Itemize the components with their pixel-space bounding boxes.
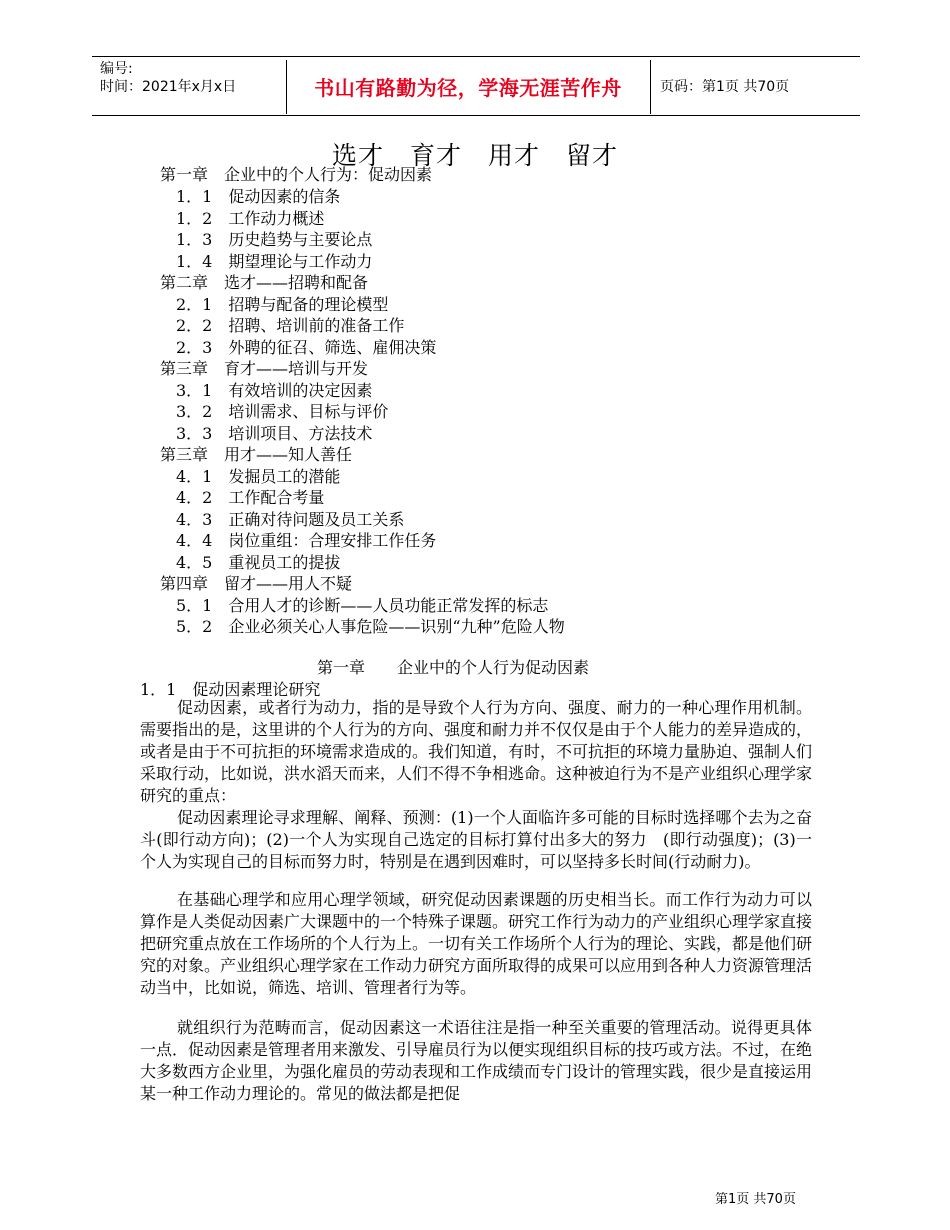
toc-section: 3．1 有效培训的决定因素 <box>176 381 373 400</box>
toc-section: 1．3 历史趋势与主要论点 <box>176 230 373 249</box>
toc-chapter: 第四章 留才——用人不疑 <box>160 574 353 593</box>
header-motto: 书山有路勤为径，学海无涯苦作舟 <box>314 76 622 100</box>
header-top-rule <box>92 56 860 57</box>
toc-chapter: 第二章 选才——招聘和配备 <box>160 273 369 292</box>
toc-section: 4．4 岗位重组：合理安排工作任务 <box>176 531 437 550</box>
toc-section: 4．2 工作配合考量 <box>176 488 325 507</box>
toc-section: 5．2 企业必须关心人事危险——识别“九种”危险人物 <box>176 617 565 636</box>
toc-chapter: 第三章 育才——培训与开发 <box>160 359 369 378</box>
body-paragraph: 促动因素，或者行为动力，指的是导致个人行为方向、强度、耐力的一种心理作用机制。需要指出的是，这里讲的个人行为的方向、强度和耐力并不仅仅是由于个人能力的差异造成的，或者是由于不可抗拒的环境需求造成的。我们知道，有时，不可抗拒的环境力量胁迫、强制人们采取行动，比如说，洪水滔天而来，人们不得不争相逃命。这种被迫行为不是产业组织心理学家研究的重点： <box>140 698 813 805</box>
toc-section: 4．1 发掘员工的潜能 <box>176 467 341 486</box>
toc-section: 4．5 重视员工的提拔 <box>176 553 341 572</box>
toc-section: 2．3 外聘的征召、筛选、雇佣决策 <box>176 338 437 357</box>
subsection-heading: 1．1 促动因素理论研究 <box>140 680 321 699</box>
body-paragraph: 促动因素理论寻求理解、阐释、预测：(1)一个人面临许多可能的目标时选择哪个去为之奋斗(即行动方向)；(2)一个人为实现自己选定的目标打算付出多大的努力 (即行动强度)；(3)一个人为实现自己的目标而努力时，特别是在遇到因难时，可以坚持多长时间(行动耐力)。 <box>140 808 812 871</box>
toc-chapter: 第一章 企业中的个人行为：促动因素 <box>160 165 433 184</box>
toc-section: 1．4 期望理论与工作动力 <box>176 252 373 271</box>
toc-section: 2．2 招聘、培训前的准备工作 <box>176 316 405 335</box>
toc-section: 2．1 招聘与配备的理论模型 <box>176 295 389 314</box>
toc-section: 1．2 工作动力概述 <box>176 209 325 228</box>
header-bottom-rule <box>92 115 860 116</box>
header-divider-right <box>650 60 651 114</box>
doc-time-label: 时间：2021年x月x日 <box>100 79 237 95</box>
chapter-heading: 第一章 企业中的个人行为促动因素 <box>317 658 590 677</box>
toc-chapter: 第三章 用才——知人善任 <box>160 445 353 464</box>
body-paragraph: 就组织行为范畴而言，促动因素这一术语往注是指一种至关重要的管理活动。说得更具体一点．促动因素是管理者用来激发、引导雇员行为以便实现组织目标的技巧或方法。不过，在绝大多数西方企业里，为强化雇员的劳动表现和工作成绩而专门设计的管理实践，很少是直接运用某一种工作动力理论的。常见的做法都是把促 <box>140 1018 813 1103</box>
toc-section: 4．3 正确对待问题及员工关系 <box>176 510 405 529</box>
toc-section: 3．2 培训需求、目标与评价 <box>176 402 389 421</box>
toc-section: 3．3 培训项目、方法技术 <box>176 424 373 443</box>
page-footer: 第1页 共70页 <box>715 1192 796 1207</box>
toc-section: 5．1 合用人才的诊断——人员功能正常发挥的标志 <box>176 596 549 615</box>
toc-section: 1．1 促动因素的信条 <box>176 187 341 206</box>
document-title: 选才 育才 用才 留才 <box>331 141 618 170</box>
body-paragraph: 在基础心理学和应用心理学领域，研究促动因素课题的历史相当长。而工作行为动力可以算作是人类促动因素广大课题中的一个特殊子课题。研究工作行为动力的产业组织心理学家直接把研究重点放在工作场所的个人行为上。一切有关工作场所个人行为的理论、实践，都是他们研究的对象。产业组织心理学家在工作动力研究方面所取得的成果可以应用到各种人力资源管理活动当中，比如说，筛选、培训、管理者行为等。 <box>140 890 813 997</box>
header-page-code: 页码：第1页 共70页 <box>660 79 790 95</box>
doc-number-label: 编号: <box>100 61 133 77</box>
